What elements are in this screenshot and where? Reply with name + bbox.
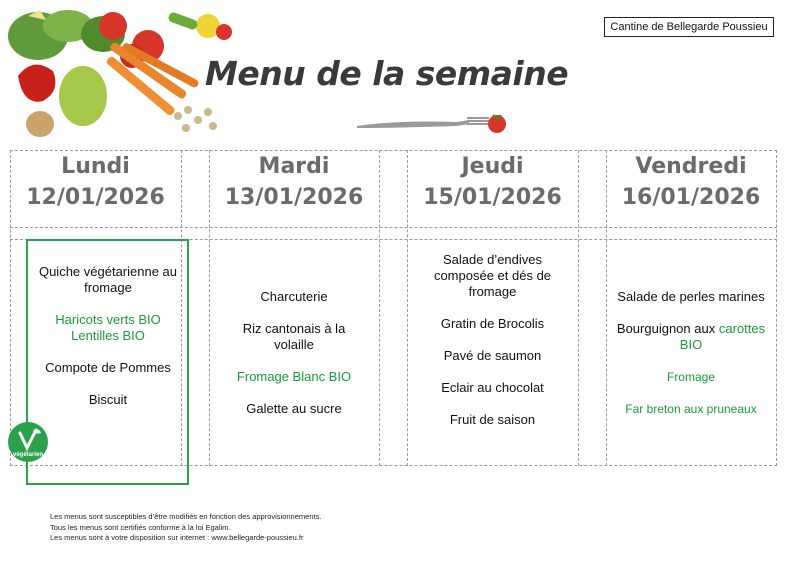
day-header-jeudi <box>407 152 578 214</box>
canteen-label: Cantine de Bellegarde Poussieu <box>604 17 774 37</box>
fork-icon <box>355 110 510 136</box>
page-title: Menu de la semaine <box>205 54 569 93</box>
day-header-mardi <box>209 152 379 214</box>
menu-item: Salade d’endives composée et dés de fromage <box>433 252 552 299</box>
day-date: 12/01/2026 <box>26 185 165 210</box>
menu-item-bio: carottes BIO <box>679 321 766 352</box>
day-date: 15/01/2026 <box>423 185 562 210</box>
footer-line: Tous les menus sont certifiés conforme à la loi Egalim. <box>50 522 231 532</box>
day-name: Vendredi <box>635 154 747 179</box>
menu-item: Quiche végétarienne au fromage <box>38 264 178 295</box>
day-name: Jeudi <box>461 154 524 179</box>
menu-item: Riz cantonais à la volaille <box>242 321 346 352</box>
menu-item-bio: Haricots verts BIO Lentilles BIO <box>55 312 161 343</box>
vegetarian-badge-icon <box>7 421 49 463</box>
footer-line: Les menus sont susceptibles d’être modifiés en fonction des approvisionnements. <box>50 512 322 521</box>
menu-item: Charcuterie <box>260 289 328 304</box>
menu-item <box>609 321 774 353</box>
day-header-lundi <box>10 152 181 214</box>
vegetarian-day-frame <box>26 239 189 485</box>
menu-item-part: Bourguignon aux <box>616 321 716 336</box>
vegetarian-badge-label: végétarien <box>12 452 44 458</box>
menu-item: Gratin de Brocolis <box>440 316 545 331</box>
menu-item: Galette au sucre <box>246 401 342 416</box>
menu-item: Eclair au chocolat <box>441 380 544 395</box>
menu-item: Compote de Pommes <box>45 360 171 375</box>
day-date: 13/01/2026 <box>224 185 364 210</box>
day-header-vendredi <box>606 152 776 214</box>
day-name: Mardi <box>258 154 330 179</box>
vegetables-illustration <box>8 6 233 141</box>
menu-vendredi <box>606 240 776 466</box>
menu-jeudi <box>407 240 578 466</box>
menu-item: Biscuit <box>88 392 128 407</box>
menu-item-bio: Fromage Blanc BIO <box>236 369 352 384</box>
footer-line: Les menus sont à votre disposition sur internet : www.bellegarde-poussieu.fr <box>50 533 304 542</box>
day-date: 16/01/2026 <box>621 185 761 210</box>
menu-item: Fruit de saison <box>449 412 536 427</box>
menu-mardi <box>209 240 379 466</box>
menu-item-green: Fromage <box>666 370 716 384</box>
menu-item: Pavé de saumon <box>443 348 542 363</box>
day-name: Lundi <box>61 154 130 179</box>
menu-item-green: Far breton aux pruneaux <box>625 402 757 416</box>
menu-item: Salade de perles marines <box>617 289 765 304</box>
footer-notes <box>50 512 321 544</box>
